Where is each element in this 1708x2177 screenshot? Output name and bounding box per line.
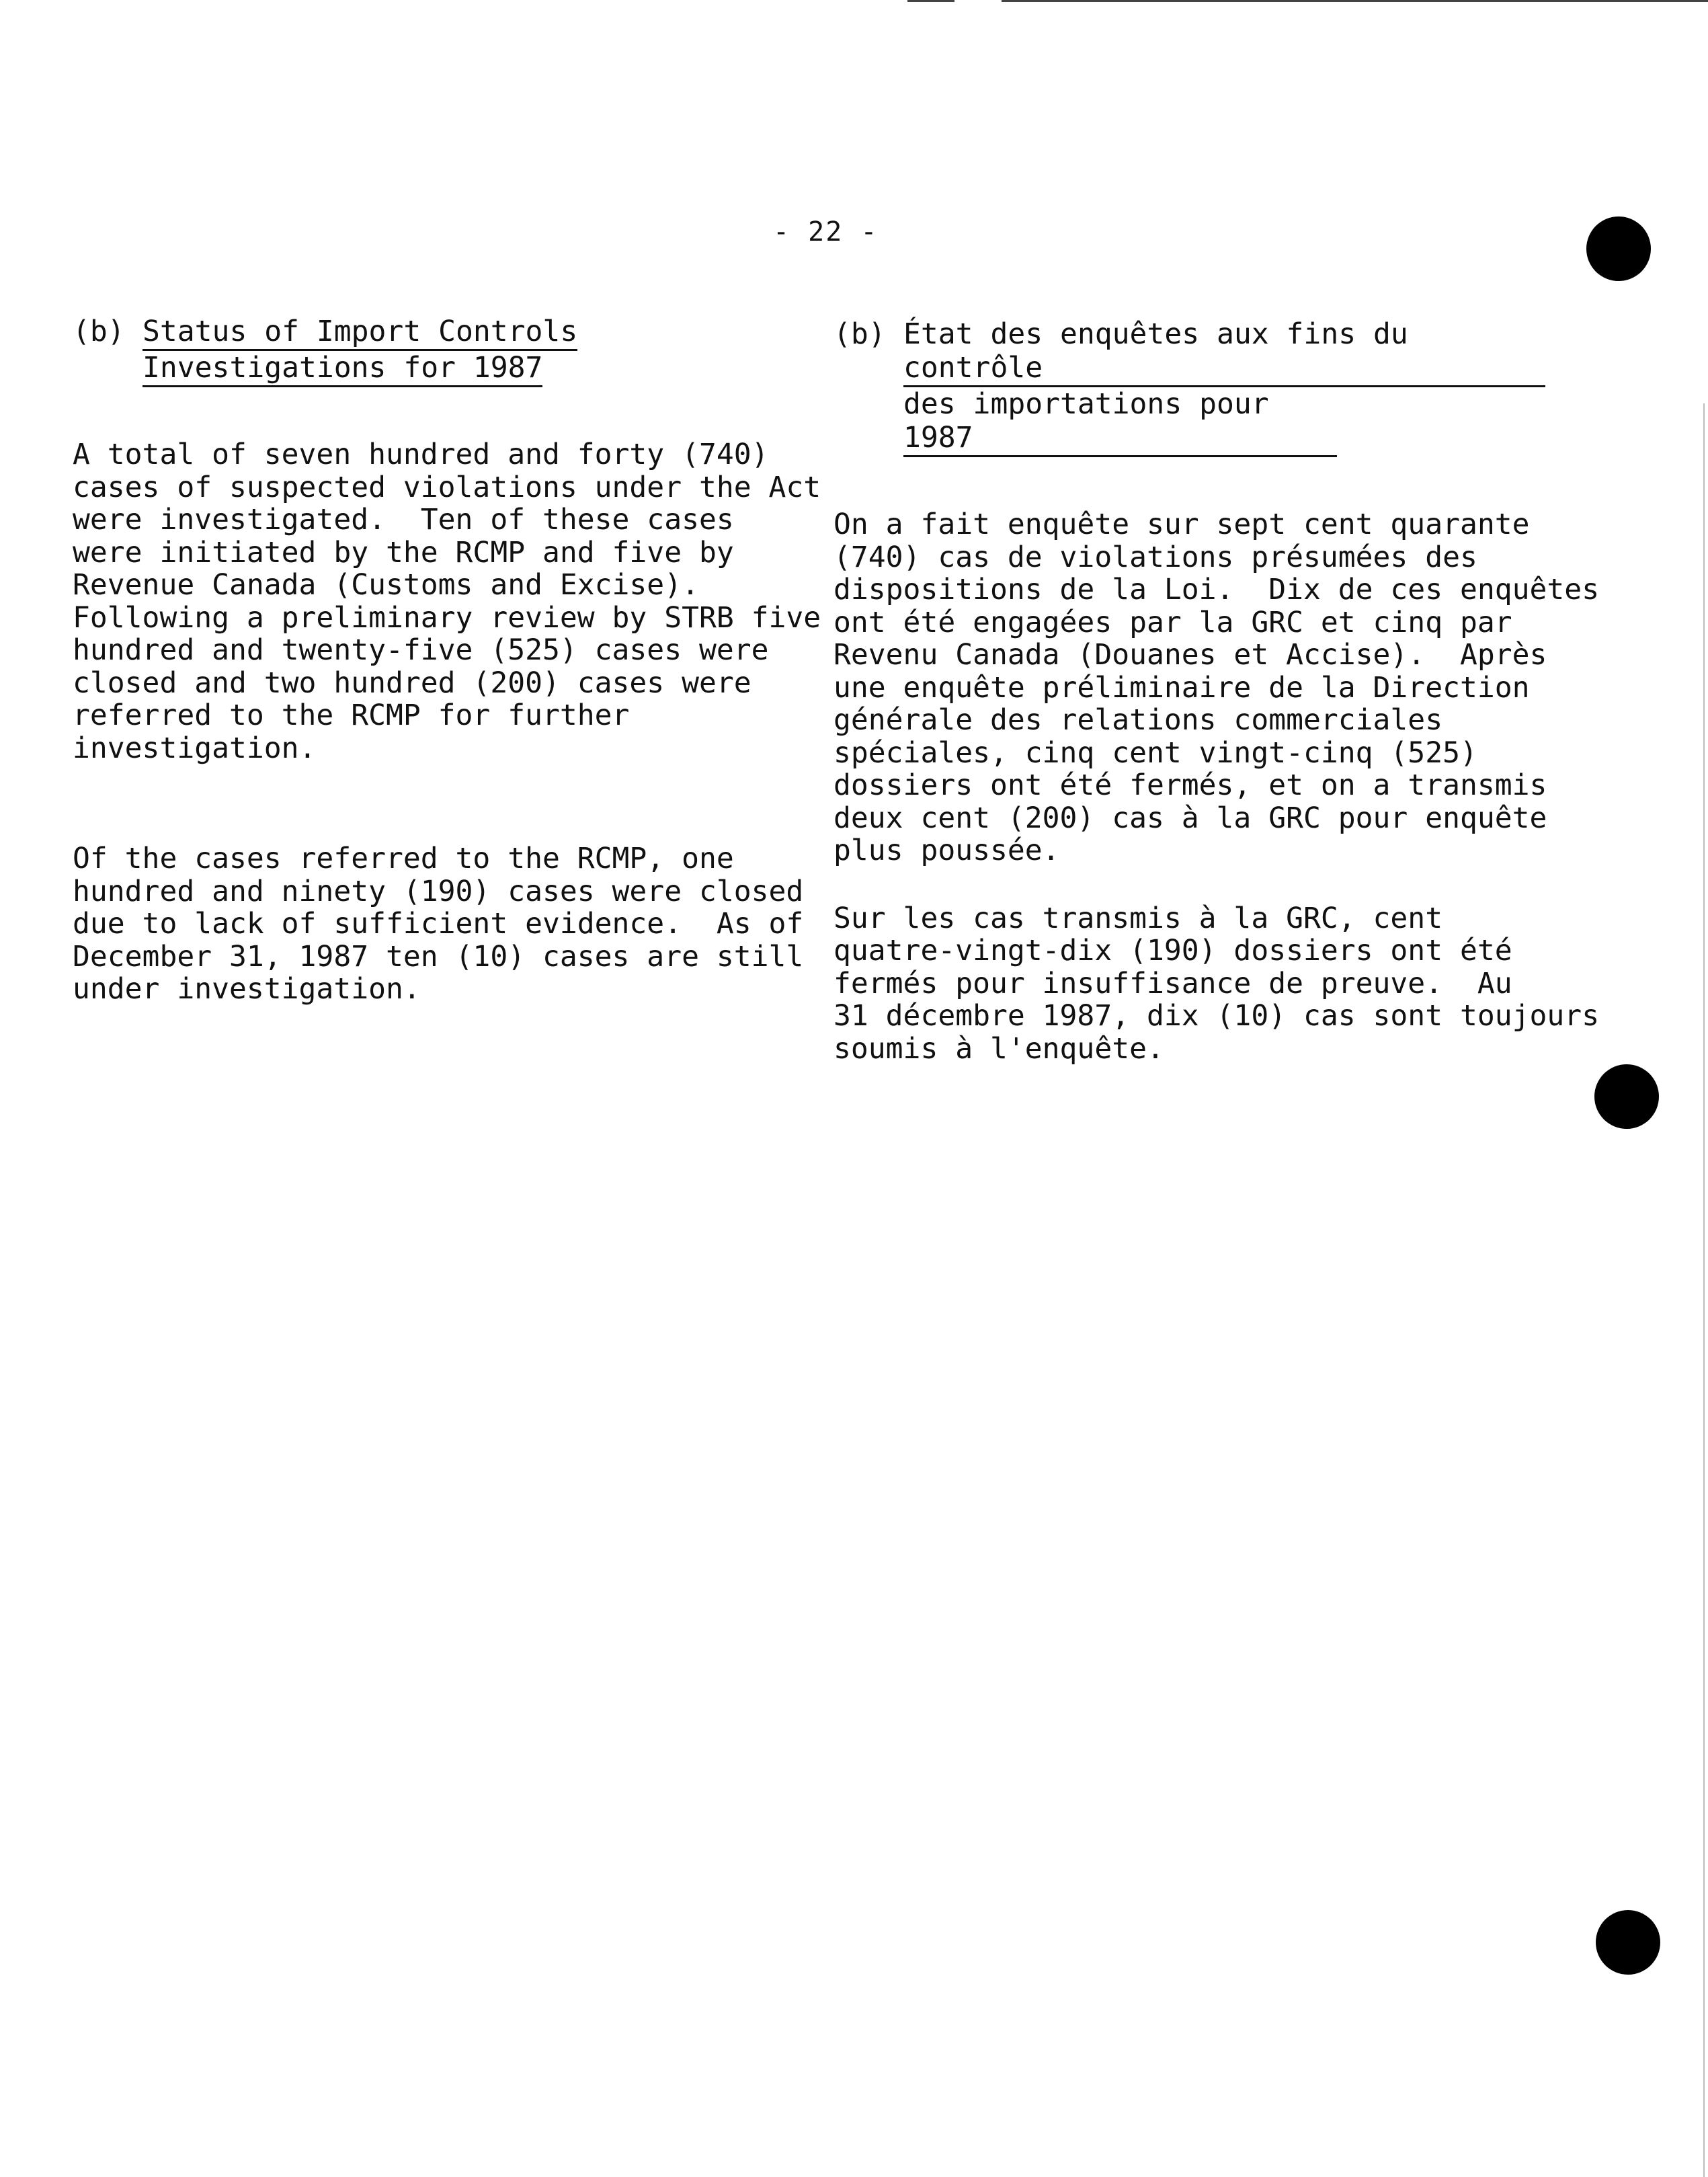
top-rule-left bbox=[907, 0, 954, 2]
french-heading bbox=[833, 317, 1566, 457]
punch-hole-middle bbox=[1594, 1064, 1659, 1129]
french-title-line-2: des importations pour 1987 bbox=[903, 387, 1337, 457]
page-edge-line bbox=[1703, 403, 1705, 2177]
english-heading bbox=[73, 315, 805, 387]
english-title-line-2: Investigations for 1987 bbox=[143, 351, 542, 387]
top-rule-right bbox=[1002, 0, 1708, 2]
french-column bbox=[833, 317, 1600, 1066]
english-section-title bbox=[143, 315, 577, 387]
french-paragraph-2: Sur les cas transmis à la GRC, cent quatre-vingt-dix (190) dossiers ont été fermés pour insuffisance de preuve. Au 31 décembre 1987, dix (10) cas sont toujours soumis à l'enquête. bbox=[833, 901, 1600, 1066]
english-paragraph-2: Of the cases referred to the RCMP, one hundred and ninety (190) cases were closed due to lack of sufficient evidence. As of December 31, 1987 ten (10) cases are still under investigation. bbox=[73, 842, 804, 1006]
french-section-marker: (b) bbox=[833, 317, 886, 351]
french-title-line-1: État des enquêtes aux fins du contrôle bbox=[903, 317, 1545, 387]
english-title-line-1: Status of Import Controls bbox=[143, 315, 577, 351]
english-paragraph-1: A total of seven hundred and forty (740) cases of suspected violations under the Act were investigated. Ten of these cases were initiated by the RCMP and five by Revenue Canada (Customs and Excise). Following a preliminary review by STRB five hundred and twenty-five (525) cases were closed and two hundred (200) cases were referred to the RCMP for further investigation. bbox=[73, 438, 821, 765]
punch-hole-top bbox=[1586, 216, 1651, 281]
page-number: - 22 - bbox=[773, 216, 879, 247]
french-paragraph-1: On a fait enquête sur sept cent quarante (740) cas de violations présumées des dispositions de la Loi. Dix de ces enquêtes ont été engagées par la GRC et cinq par Revenu Canada (Douanes et Accise). Après une enquête préliminaire de la Direction générale des relations commerciales spéciales, cinq cent vingt-cinq (525) dossiers ont été fermés, et on a transmis deux cent (200) cas à la GRC pour enquête plus poussée. bbox=[833, 508, 1600, 867]
french-section-title bbox=[903, 317, 1545, 457]
english-section-marker: (b) bbox=[73, 315, 125, 348]
punch-hole-bottom bbox=[1596, 1910, 1660, 1975]
english-column bbox=[73, 315, 821, 1006]
